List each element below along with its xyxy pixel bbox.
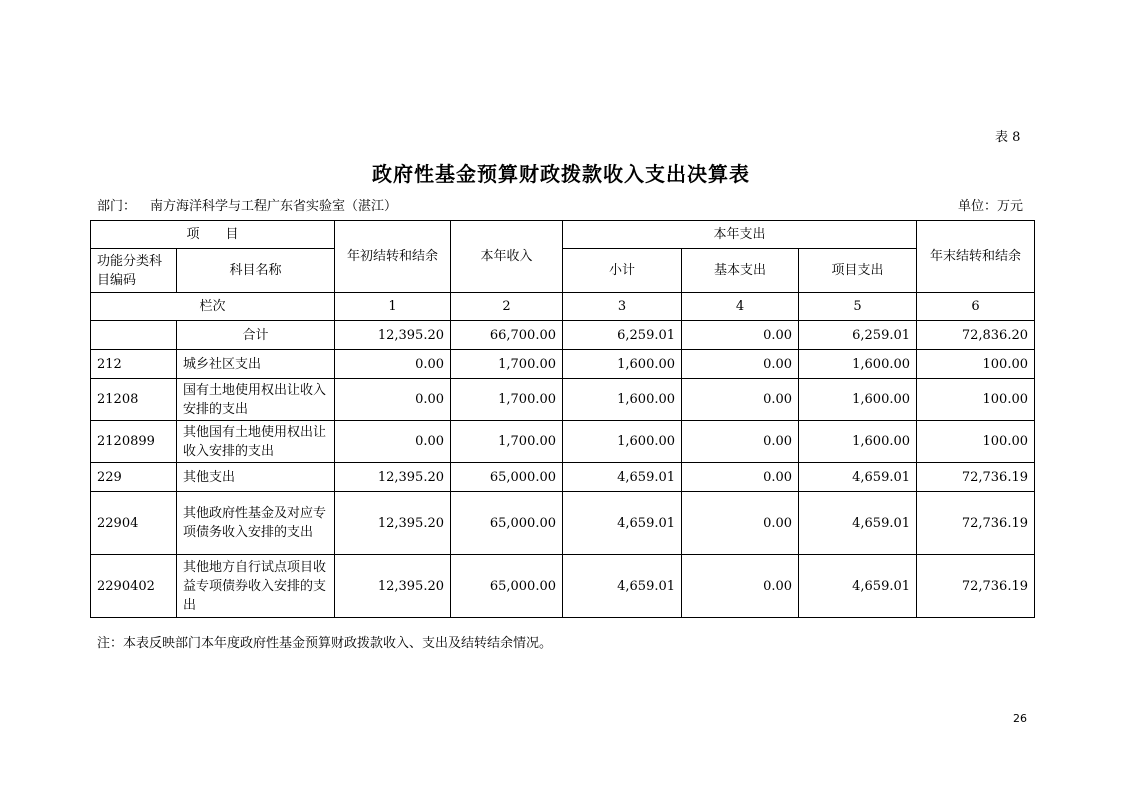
row-name: 城乡社区支出 bbox=[177, 350, 335, 379]
header-row-1 bbox=[91, 221, 1035, 249]
table-row bbox=[91, 350, 1035, 379]
page-title: 政府性基金预算财政拨款收入支出决算表 bbox=[372, 162, 750, 186]
header-income: 本年收入 bbox=[451, 221, 563, 293]
total-row bbox=[91, 321, 1035, 350]
value-cell: 12,395.20 bbox=[335, 555, 451, 618]
row-code: 2120899 bbox=[91, 421, 177, 463]
header-row-2 bbox=[91, 249, 1035, 293]
row-code: 229 bbox=[91, 463, 177, 492]
row-name: 其他地方自行试点项目收益专项债券收入安排的支出 bbox=[177, 555, 335, 618]
header-end-balance: 年末结转和结余 bbox=[917, 221, 1035, 293]
row-code: 21208 bbox=[91, 379, 177, 421]
value-cell: 4,659.01 bbox=[799, 555, 917, 618]
value-cell: 0.00 bbox=[335, 421, 451, 463]
row-name: 其他国有土地使用权出让收入安排的支出 bbox=[177, 421, 335, 463]
value-cell: 100.00 bbox=[917, 379, 1035, 421]
department-name: 南方海洋科学与工程广东省实验室（湛江） bbox=[150, 199, 398, 214]
value-cell: 0.00 bbox=[682, 379, 799, 421]
value-cell: 1,600.00 bbox=[563, 421, 682, 463]
value-cell: 1,600.00 bbox=[799, 379, 917, 421]
value-cell: 72,736.19 bbox=[917, 492, 1035, 555]
value-cell: 0.00 bbox=[682, 321, 799, 350]
total-label: 合计 bbox=[177, 321, 335, 350]
value-cell: 4,659.01 bbox=[563, 463, 682, 492]
table-row bbox=[91, 421, 1035, 463]
value-cell: 12,395.20 bbox=[335, 492, 451, 555]
table-row bbox=[91, 492, 1035, 555]
column-number: 4 bbox=[682, 293, 799, 321]
value-cell: 65,000.00 bbox=[451, 555, 563, 618]
value-cell: 0.00 bbox=[682, 492, 799, 555]
column-number: 6 bbox=[917, 293, 1035, 321]
column-number: 5 bbox=[799, 293, 917, 321]
header-basic: 基本支出 bbox=[682, 249, 799, 293]
table-row bbox=[91, 379, 1035, 421]
value-cell: 65,000.00 bbox=[451, 492, 563, 555]
value-cell: 1,600.00 bbox=[799, 421, 917, 463]
department-line bbox=[97, 195, 397, 214]
value-cell: 4,659.01 bbox=[563, 555, 682, 618]
value-cell: 6,259.01 bbox=[799, 321, 917, 350]
unit-label: 单位：万元 bbox=[958, 199, 1024, 214]
value-cell: 72,836.20 bbox=[917, 321, 1035, 350]
value-cell: 12,395.20 bbox=[335, 463, 451, 492]
header-project: 项目支出 bbox=[799, 249, 917, 293]
value-cell: 6,259.01 bbox=[563, 321, 682, 350]
column-number: 3 bbox=[563, 293, 682, 321]
table-row bbox=[91, 555, 1035, 618]
value-cell: 1,700.00 bbox=[451, 379, 563, 421]
department-label: 部门： bbox=[97, 199, 137, 214]
value-cell: 100.00 bbox=[917, 421, 1035, 463]
value-cell: 12,395.20 bbox=[335, 321, 451, 350]
value-cell: 100.00 bbox=[917, 350, 1035, 379]
row-name: 国有土地使用权出让收入安排的支出 bbox=[177, 379, 335, 421]
row-code: 22904 bbox=[91, 492, 177, 555]
value-cell: 1,600.00 bbox=[563, 379, 682, 421]
header-subject-name: 科目名称 bbox=[177, 249, 335, 293]
column-number: 1 bbox=[335, 293, 451, 321]
row-name: 其他支出 bbox=[177, 463, 335, 492]
column-label: 栏次 bbox=[91, 293, 335, 321]
value-cell: 4,659.01 bbox=[799, 492, 917, 555]
value-cell: 0.00 bbox=[335, 350, 451, 379]
value-cell: 0.00 bbox=[682, 463, 799, 492]
value-cell: 0.00 bbox=[335, 379, 451, 421]
row-code: 212 bbox=[91, 350, 177, 379]
header-begin-balance: 年初结转和结余 bbox=[335, 221, 451, 293]
value-cell: 1,700.00 bbox=[451, 350, 563, 379]
header-item: 项 目 bbox=[91, 221, 335, 249]
page-number: 26 bbox=[1013, 712, 1027, 725]
budget-table bbox=[90, 220, 1035, 618]
value-cell: 65,000.00 bbox=[451, 463, 563, 492]
table-number: 表 8 bbox=[995, 130, 1021, 145]
row-code: 2290402 bbox=[91, 555, 177, 618]
header-expense: 本年支出 bbox=[563, 221, 917, 249]
footnote: 注：本表反映部门本年度政府性基金预算财政拨款收入、支出及结转结余情况。 bbox=[97, 636, 553, 651]
column-number-row bbox=[91, 293, 1035, 321]
value-cell: 72,736.19 bbox=[917, 555, 1035, 618]
value-cell: 1,600.00 bbox=[563, 350, 682, 379]
value-cell: 0.00 bbox=[682, 350, 799, 379]
header-func-code: 功能分类科目编码 bbox=[91, 249, 177, 293]
value-cell: 66,700.00 bbox=[451, 321, 563, 350]
value-cell: 72,736.19 bbox=[917, 463, 1035, 492]
value-cell: 1,600.00 bbox=[799, 350, 917, 379]
value-cell: 4,659.01 bbox=[563, 492, 682, 555]
column-number: 2 bbox=[451, 293, 563, 321]
total-code-cell bbox=[91, 321, 177, 350]
row-name: 其他政府性基金及对应专项债务收入安排的支出 bbox=[177, 492, 335, 555]
value-cell: 4,659.01 bbox=[799, 463, 917, 492]
header-subtotal: 小计 bbox=[563, 249, 682, 293]
value-cell: 1,700.00 bbox=[451, 421, 563, 463]
table-row bbox=[91, 463, 1035, 492]
value-cell: 0.00 bbox=[682, 421, 799, 463]
value-cell: 0.00 bbox=[682, 555, 799, 618]
